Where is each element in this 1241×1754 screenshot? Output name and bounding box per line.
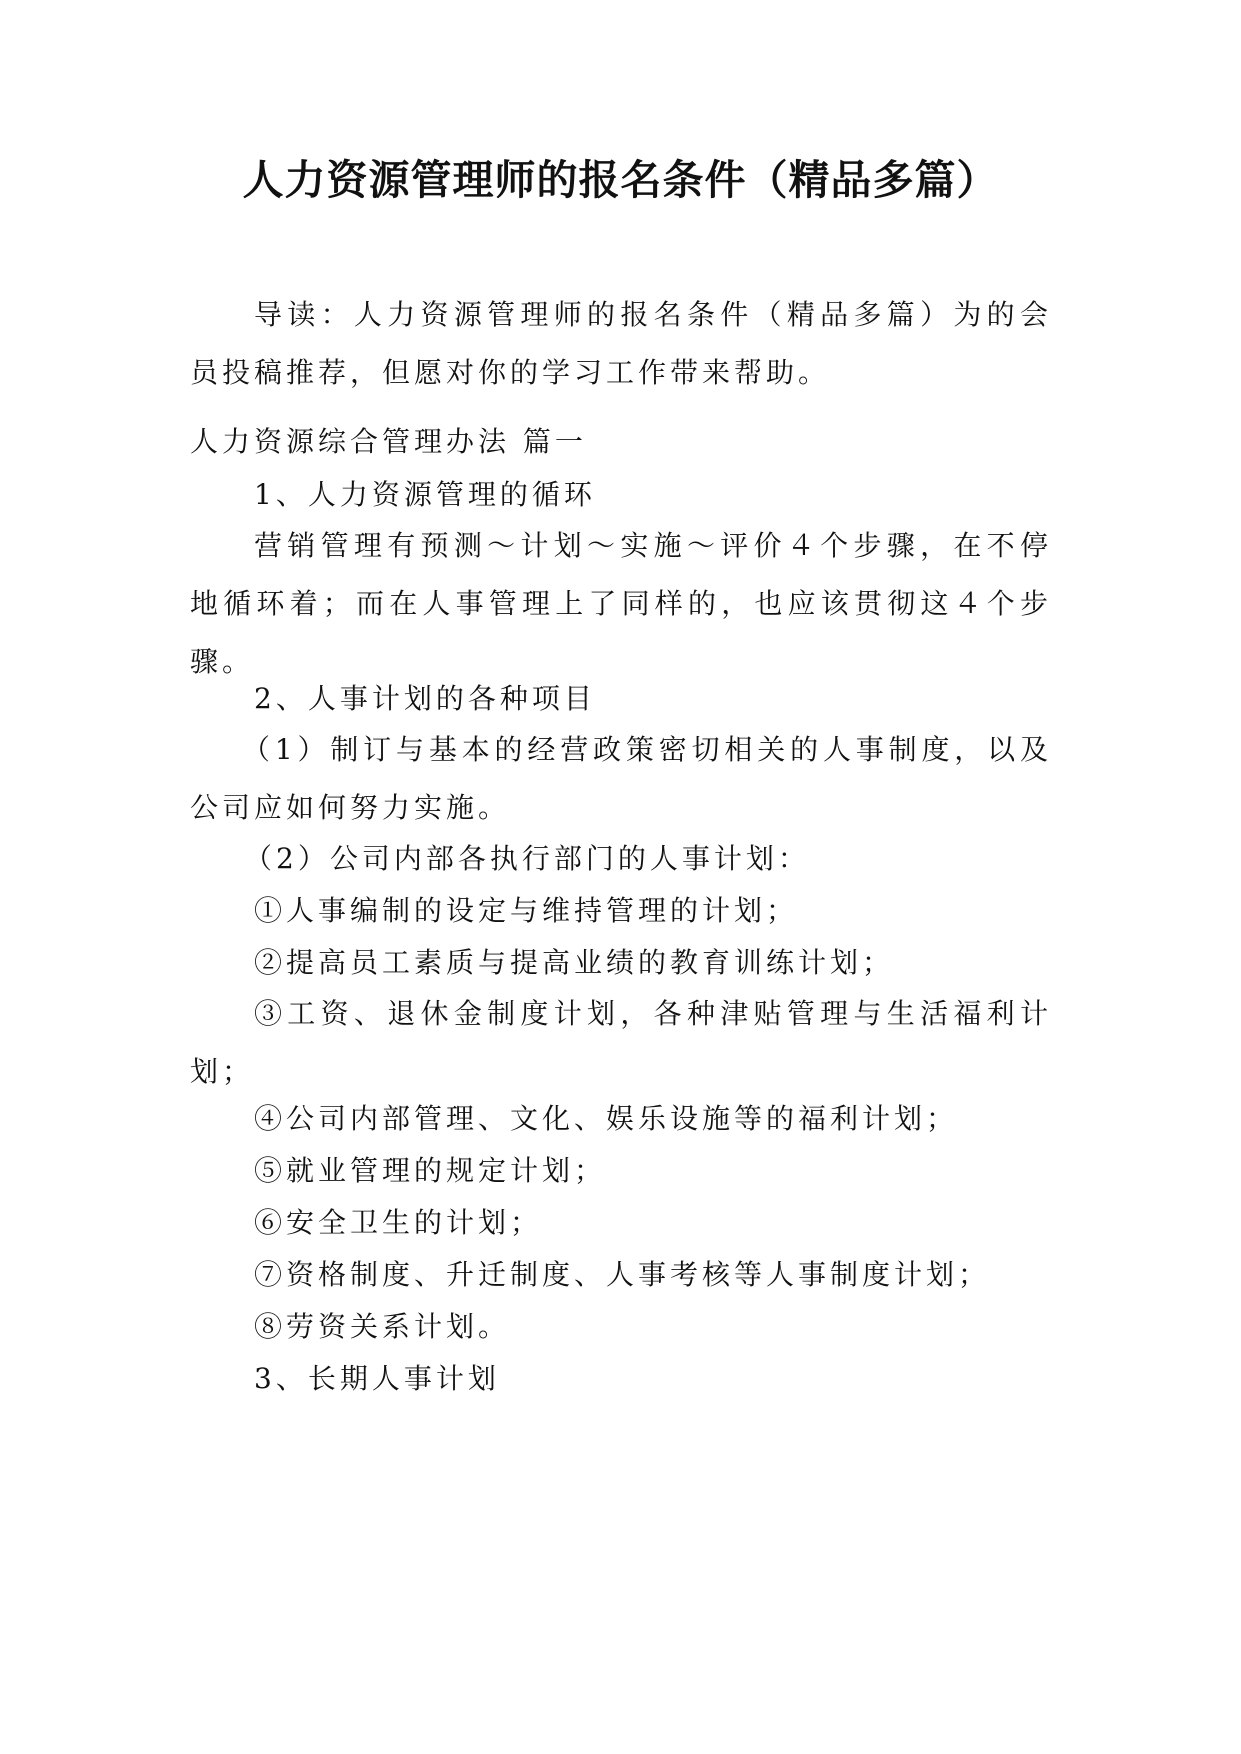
section-heading: 人力资源综合管理办法 篇一: [190, 425, 587, 458]
list-item: ③工资、退休金制度计划，各种津贴管理与生活福利计划；: [190, 997, 1052, 1088]
list-item: ⑦资格制度、升迁制度、人事考核等人事制度计划；: [254, 1258, 991, 1291]
item2-sub2: （2）公司内部各执行部门的人事计划：: [244, 842, 810, 875]
item3-heading: 3、长期人事计划: [254, 1362, 500, 1395]
item2-heading: 2、人事计划的各种项目: [254, 682, 596, 715]
item1-body: 营销管理有预测～计划～实施～评价４个步骤，在不停地循环着；而在人事管理上了同样的，也应该贯彻这４个步骤。: [190, 529, 1052, 678]
item1-heading: 1、人力资源管理的循环: [254, 478, 596, 511]
list-item: ①人事编制的设定与维持管理的计划；: [254, 894, 799, 927]
list-item: ④公司内部管理、文化、娱乐设施等的福利计划；: [254, 1102, 959, 1135]
list-item: ⑥安全卫生的计划；: [254, 1206, 543, 1239]
document-title: 人力资源管理师的报名条件（精品多篇）: [242, 156, 999, 204]
item2-sub1: （1）制订与基本的经营政策密切相关的人事制度，以及公司应如何努力实施。: [190, 733, 1052, 824]
list-item: ⑧劳资关系计划。: [254, 1310, 511, 1343]
intro-paragraph: 导读：人力资源管理师的报名条件（精品多篇）为的会员投稿推荐，但愿对你的学习工作带来帮助。: [190, 298, 1052, 389]
list-item: ⑤就业管理的规定计划；: [254, 1154, 607, 1187]
list-item: ②提高员工素质与提高业绩的教育训练计划；: [254, 946, 895, 979]
